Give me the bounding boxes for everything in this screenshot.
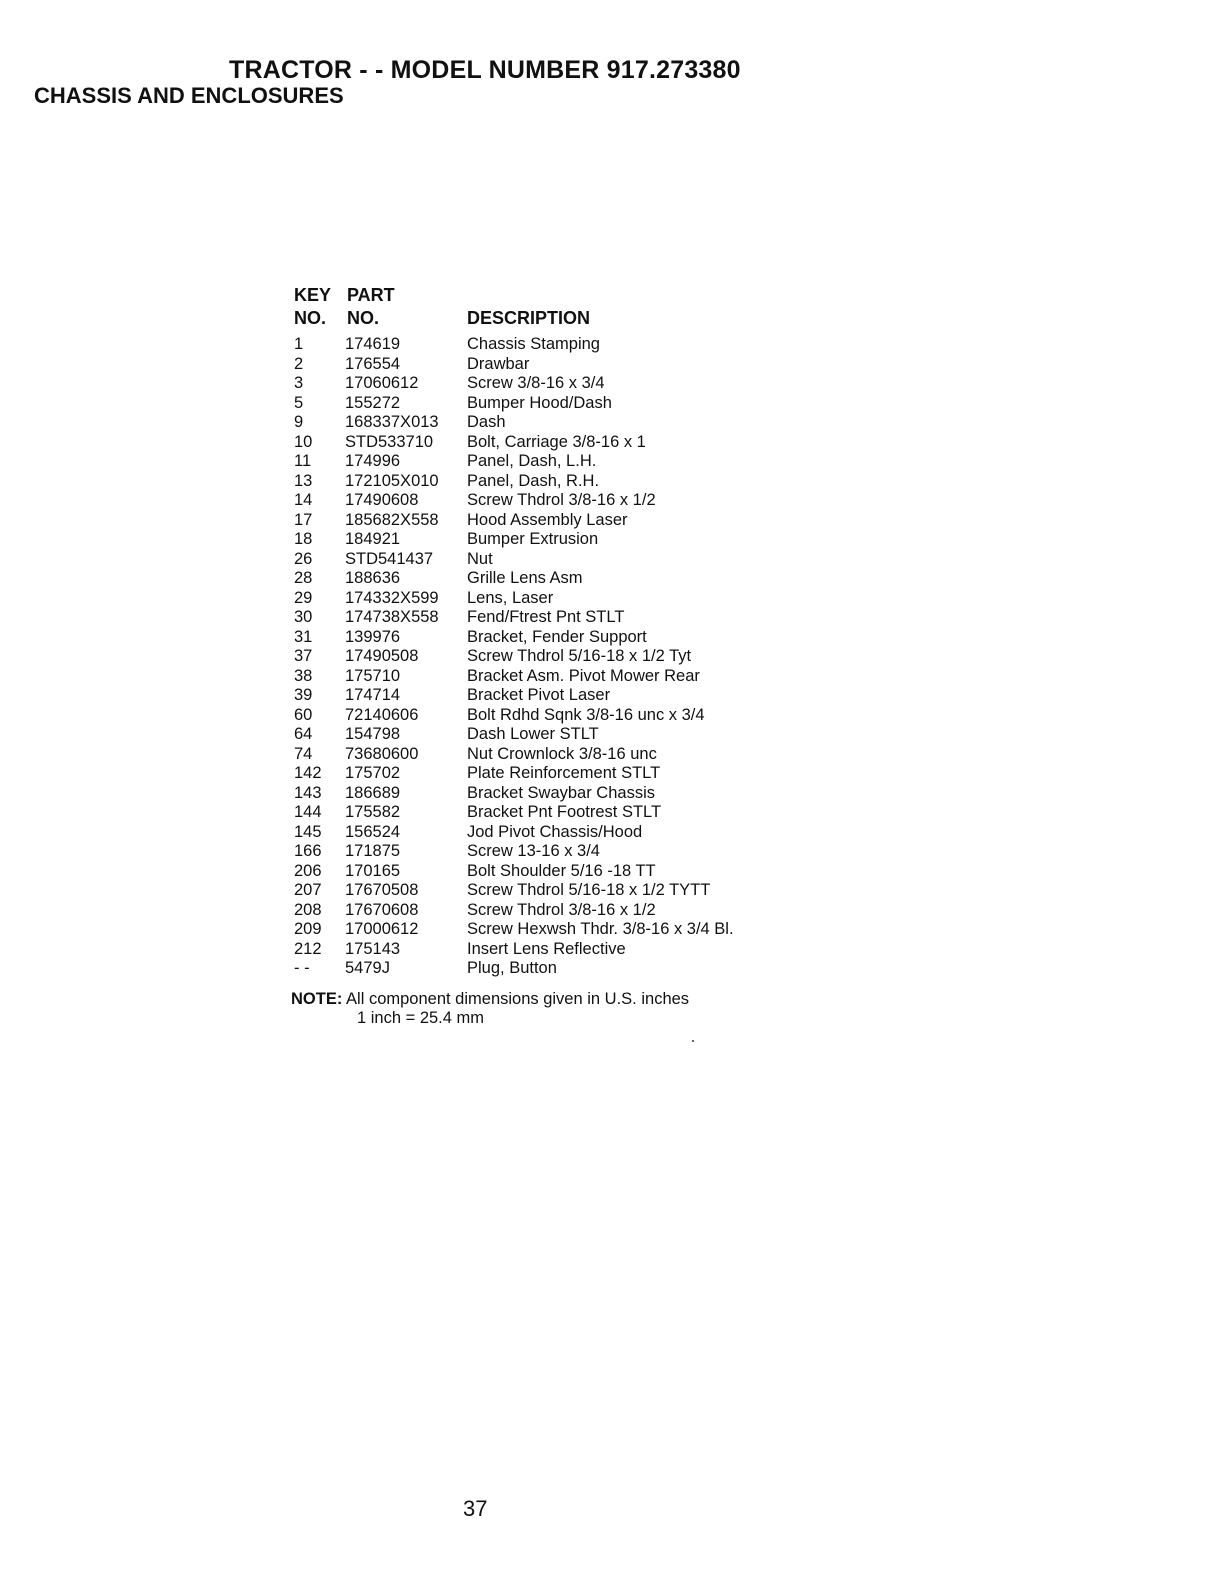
row-part-number: 175710 <box>345 666 401 685</box>
row-key: 64 <box>294 725 313 743</box>
row-description: Dash <box>467 413 506 431</box>
table-header <box>294 285 774 335</box>
row-part-number: 184921 <box>345 530 401 548</box>
row-description: Screw Hexwsh Thdr. 3/8-16 x 3/4 Bl. <box>467 920 734 938</box>
row-part-number: 139976 <box>345 627 401 646</box>
row-part-number: 188636 <box>345 569 401 587</box>
table-row <box>294 628 774 648</box>
row-key: 9 <box>294 413 304 431</box>
row-key: 145 <box>294 822 322 841</box>
row-description: Fend/Ftrest Pnt STLT <box>467 608 625 626</box>
row-part-number: 17490508 <box>345 647 419 665</box>
row-key: 10 <box>294 432 313 451</box>
row-key: 60 <box>294 705 313 724</box>
table-row <box>294 764 774 784</box>
row-key: 142 <box>294 764 322 782</box>
table-row <box>294 589 774 609</box>
row-part-number: 5479J <box>345 959 390 977</box>
row-description: Lens, Laser <box>467 588 554 607</box>
row-key: 212 <box>294 939 322 958</box>
row-part-number: STD541437 <box>345 549 434 568</box>
table-row <box>294 452 774 472</box>
row-description: Panel, Dash, L.H. <box>467 452 597 470</box>
row-description: Bolt Rdhd Sqnk 3/8-16 unc x 3/4 <box>467 705 705 724</box>
header-description: DESCRIPTION <box>467 308 591 328</box>
table-row <box>294 569 774 589</box>
row-key: 143 <box>294 783 322 802</box>
table-row <box>294 686 774 706</box>
row-part-number: 175702 <box>345 764 401 782</box>
row-description: Screw Thdrol 5/16-18 x 1/2 TYTT <box>467 881 711 899</box>
row-key: - - <box>294 959 310 977</box>
row-description: Grille Lens Asm <box>467 569 583 587</box>
row-key: 5 <box>294 393 304 412</box>
row-key: 26 <box>294 549 313 568</box>
row-key: 18 <box>294 530 313 548</box>
table-row <box>294 413 774 433</box>
table-row <box>294 706 774 726</box>
table-row <box>294 823 774 843</box>
row-part-number: 17670608 <box>345 900 419 919</box>
row-part-number: 175143 <box>345 939 401 958</box>
row-description: Drawbar <box>467 354 530 373</box>
row-description: Bumper Hood/Dash <box>467 393 612 412</box>
table-row <box>294 920 774 940</box>
table-row <box>294 355 774 375</box>
row-description: Jod Pivot Chassis/Hood <box>467 822 643 841</box>
table-row <box>294 803 774 823</box>
row-description: Chassis Stamping <box>467 335 600 353</box>
table-row <box>294 862 774 882</box>
row-description: Nut <box>467 549 493 568</box>
row-part-number: 168337X013 <box>345 413 439 431</box>
row-part-number: 186689 <box>345 783 401 802</box>
row-part-number: 172105X010 <box>345 471 439 490</box>
row-key: 3 <box>294 374 304 392</box>
row-description: Hood Assembly Laser <box>467 510 628 529</box>
row-part-number: STD533710 <box>345 432 434 451</box>
table-row <box>294 491 774 511</box>
row-key: 37 <box>294 647 313 665</box>
header-part-line1: PART <box>347 285 395 305</box>
table-row <box>294 433 774 453</box>
row-description: Plate Reinforcement STLT <box>467 764 661 782</box>
table-row <box>294 745 774 765</box>
row-description: Bracket Asm. Pivot Mower Rear <box>467 666 700 685</box>
row-key: 144 <box>294 803 322 821</box>
row-description: Bumper Extrusion <box>467 530 599 548</box>
row-part-number: 17000612 <box>345 920 419 938</box>
note-line1: All component dimensions given in U.S. inches <box>346 990 690 1008</box>
row-description: Bracket Pivot Laser <box>467 686 611 704</box>
row-part-number: 175582 <box>345 803 401 821</box>
row-part-number: 17060612 <box>345 374 419 392</box>
row-part-number: 72140606 <box>345 705 419 724</box>
parts-table <box>294 285 774 979</box>
page-title: TRACTOR - - MODEL NUMBER 917.273380 <box>229 56 741 84</box>
row-description: Screw 13-16 x 3/4 <box>467 842 600 860</box>
row-description: Bracket, Fender Support <box>467 627 647 646</box>
table-row <box>294 374 774 394</box>
table-row <box>294 550 774 570</box>
page-number: 37 <box>463 1496 488 1521</box>
stray-mark <box>692 1040 694 1042</box>
row-part-number: 17670508 <box>345 881 419 899</box>
note-label: NOTE: <box>291 990 343 1008</box>
table-row <box>294 530 774 550</box>
table-row <box>294 959 774 979</box>
table-row <box>294 901 774 921</box>
table-row <box>294 667 774 687</box>
table-row <box>294 472 774 492</box>
row-key: 206 <box>294 861 322 880</box>
row-part-number: 171875 <box>345 842 401 860</box>
row-part-number: 185682X558 <box>345 510 439 529</box>
row-key: 166 <box>294 842 322 860</box>
row-description: Panel, Dash, R.H. <box>467 471 600 490</box>
table-row <box>294 608 774 628</box>
row-part-number: 154798 <box>345 725 401 743</box>
header-key-line2: NO. <box>294 308 327 328</box>
table-row <box>294 511 774 531</box>
row-key: 38 <box>294 666 313 685</box>
row-key: 30 <box>294 608 313 626</box>
row-part-number: 174996 <box>345 452 401 470</box>
row-part-number: 73680600 <box>345 744 419 763</box>
table-row <box>294 881 774 901</box>
header-key-line1: KEY <box>294 285 332 305</box>
row-description: Bracket Swaybar Chassis <box>467 783 655 802</box>
row-key: 14 <box>294 491 313 509</box>
row-description: Insert Lens Reflective <box>467 939 626 958</box>
table-row <box>294 940 774 960</box>
row-key: 29 <box>294 588 313 607</box>
table-row <box>294 842 774 862</box>
table-row <box>294 394 774 414</box>
table-row <box>294 647 774 667</box>
row-description: Screw 3/8-16 x 3/4 <box>467 374 605 392</box>
table-row <box>294 725 774 745</box>
row-description: Screw Thdrol 3/8-16 x 1/2 <box>467 900 656 919</box>
row-part-number: 174738X558 <box>345 608 439 626</box>
row-part-number: 174619 <box>345 335 401 353</box>
row-key: 74 <box>294 744 313 763</box>
row-key: 1 <box>294 335 304 353</box>
row-part-number: 156524 <box>345 822 401 841</box>
table-row <box>294 784 774 804</box>
row-part-number: 170165 <box>345 861 401 880</box>
row-description: Bracket Pnt Footrest STLT <box>467 803 662 821</box>
row-part-number: 155272 <box>345 393 401 412</box>
row-key: 17 <box>294 510 313 529</box>
row-part-number: 176554 <box>345 354 401 373</box>
row-key: 2 <box>294 354 304 373</box>
row-part-number: 174714 <box>345 686 401 704</box>
row-key: 11 <box>294 452 312 470</box>
row-key: 28 <box>294 569 313 587</box>
row-key: 13 <box>294 471 313 490</box>
row-description: Screw Thdrol 5/16-18 x 1/2 Tyt <box>467 647 692 665</box>
header-part-line2: NO. <box>347 308 380 328</box>
section-title: CHASSIS AND ENCLOSURES <box>34 83 344 108</box>
row-description: Screw Thdrol 3/8-16 x 1/2 <box>467 491 656 509</box>
note <box>291 990 689 1009</box>
row-key: 208 <box>294 900 322 919</box>
table-body <box>294 335 774 979</box>
table-row <box>294 335 774 355</box>
row-part-number: 17490608 <box>345 491 419 509</box>
row-key: 31 <box>294 627 313 646</box>
row-description: Plug, Button <box>467 959 557 977</box>
row-description: Nut Crownlock 3/8-16 unc <box>467 744 657 763</box>
note-line2: 1 inch = 25.4 mm <box>357 1009 485 1027</box>
row-part-number: 174332X599 <box>345 588 439 607</box>
row-description: Dash Lower STLT <box>467 725 599 743</box>
row-key: 209 <box>294 920 322 938</box>
row-description: Bolt Shoulder 5/16 -18 TT <box>467 861 656 880</box>
row-description: Bolt, Carriage 3/8-16 x 1 <box>467 432 646 451</box>
row-key: 39 <box>294 686 313 704</box>
row-key: 207 <box>294 881 322 899</box>
